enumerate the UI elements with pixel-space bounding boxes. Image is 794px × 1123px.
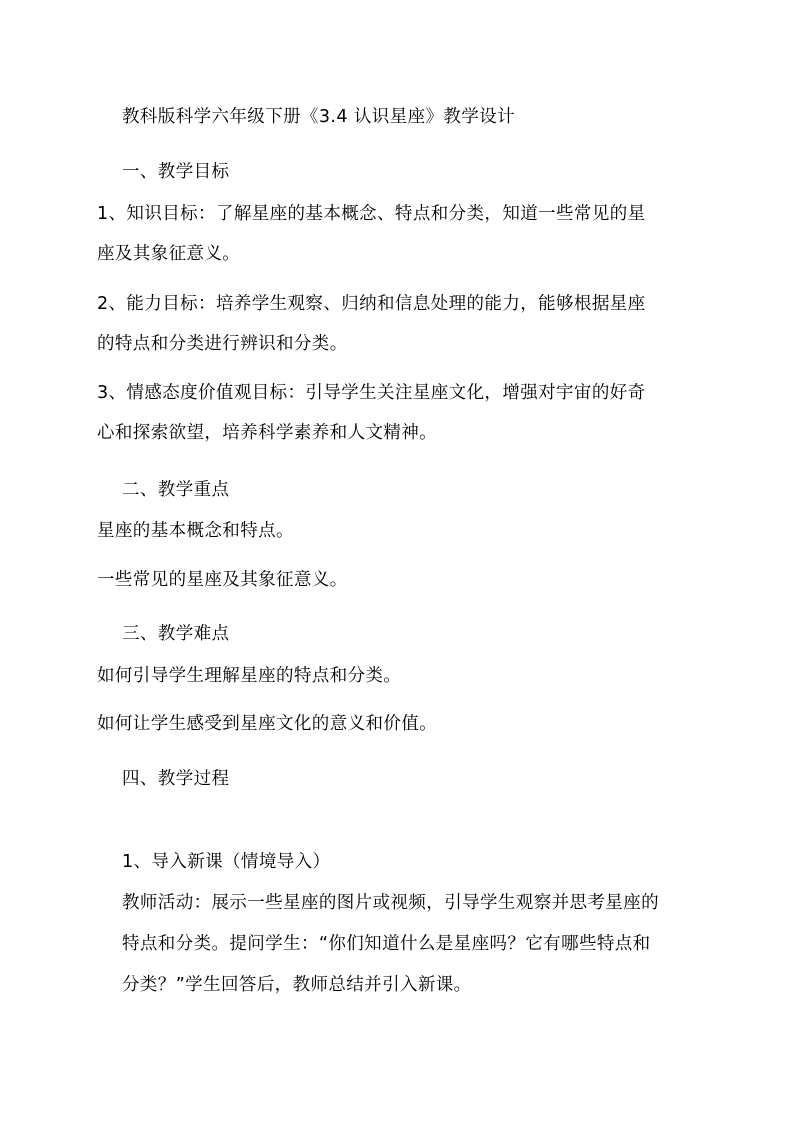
paragraph-line: 心和探索欲望，培养科学素养和人文精神。 bbox=[97, 423, 438, 443]
paragraph-line: 座及其象征意义。 bbox=[97, 244, 241, 264]
paragraph-line: 3、情感态度价值观目标：引导学生关注星座文化，增强对宇宙的好奇 bbox=[97, 383, 646, 403]
paragraph-line: 分类？”学生回答后，教师总结并引入新课。 bbox=[122, 975, 472, 995]
section-heading-difficulties: 三、教学难点 bbox=[122, 624, 230, 644]
section-heading-objectives: 一、教学目标 bbox=[122, 162, 230, 182]
paragraph-line: 的特点和分类进行辨识和分类。 bbox=[97, 334, 348, 354]
paragraph-line: 如何引导学生理解星座的特点和分类。 bbox=[97, 666, 402, 686]
section-heading-process: 四、教学过程 bbox=[122, 769, 230, 789]
subsection-heading: 1、导入新课（情境导入） bbox=[122, 852, 331, 872]
paragraph-line: 1、知识目标：了解星座的基本概念、特点和分类，知道一些常见的星 bbox=[97, 204, 646, 224]
paragraph-line: 2、能力目标：培养学生观察、归纳和信息处理的能力，能够根据星座 bbox=[97, 294, 646, 314]
document-title: 教科版科学六年级下册《3.4 认识星座》教学设计 bbox=[122, 107, 515, 127]
paragraph-line: 星座的基本概念和特点。 bbox=[97, 521, 294, 541]
paragraph-line: 如何让学生感受到星座文化的意义和价值。 bbox=[97, 714, 438, 734]
section-heading-key-points: 二、教学重点 bbox=[122, 480, 230, 500]
paragraph-line: 教师活动：展示一些星座的图片或视频，引导学生观察并思考星座的 bbox=[122, 893, 659, 913]
paragraph-line: 一些常见的星座及其象征意义。 bbox=[97, 570, 348, 590]
paragraph-line: 特点和分类。提问学生：“你们知道什么是星座吗？它有哪些特点和 bbox=[122, 934, 651, 954]
